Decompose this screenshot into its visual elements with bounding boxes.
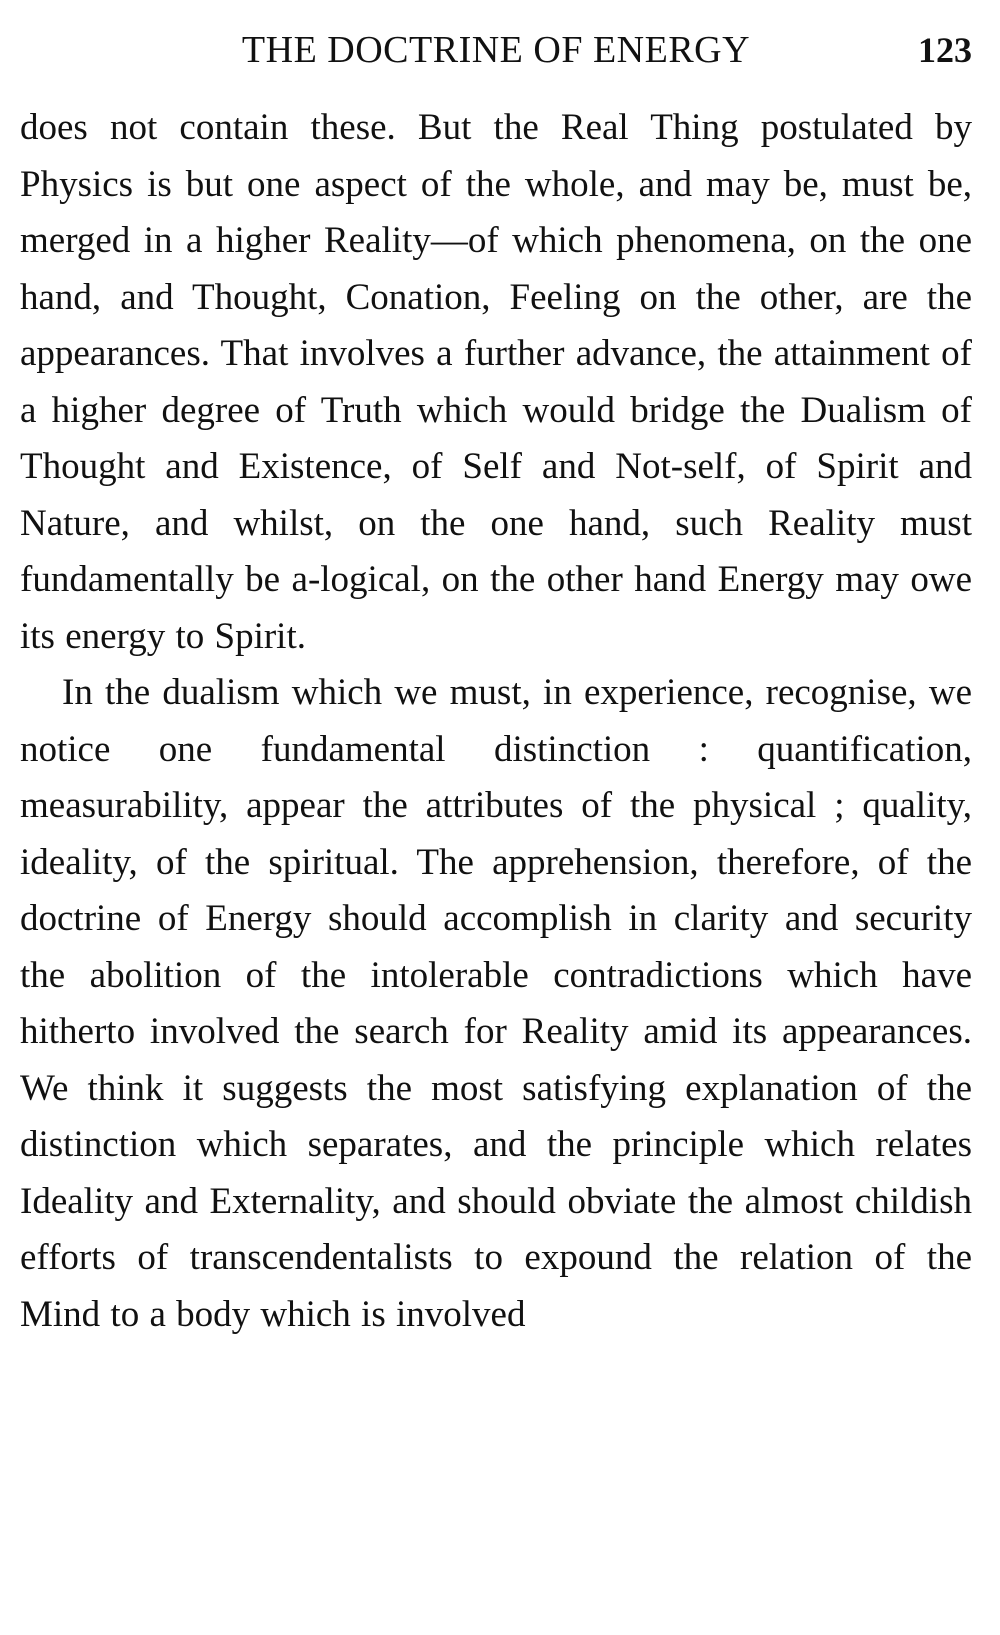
running-title: THE DOCTRINE OF ENERGY — [241, 29, 751, 71]
running-head — [20, 22, 972, 78]
paragraph-continued: does not contain these. But the Real Thing postulated by Physics is but one aspect of the whole, and may be, must be, merged in a higher Reality—of which phenomena, on the one hand, and Thought, Conation, Feeling on the other, are the appearances. That involves a further advance, the attainment of a higher degree of Truth which would bridge the Dualism of Thought and Existence, of Self and Not-self, of Spirit and Nature, and whilst, on the one hand, such Reality must fundamentally be a-logical, on the other hand Energy may owe its energy to Spirit. — [20, 107, 972, 657]
page-number: 123 — [918, 30, 972, 70]
paragraph-dualism: In the dualism which we must, in experience, recognise, we notice one fundamental distinction : quantification, measurability, appear the attributes of the physical ; quality, ideality, of the spiritual. The apprehension, therefore, of the doctrine of Energy should accomplish in clarity and security the abolition of the intolerable contradictions which have hitherto involved the search for Reality amid its appearances. We think it suggests the most satisfying explanation of the distinction which separates, and the principle which relates Ideality and Externality, and should obviate the almost childish efforts of transcendentalists to expound the relation of the Mind to a body which is involved — [20, 672, 972, 1335]
body-text — [20, 100, 972, 1343]
